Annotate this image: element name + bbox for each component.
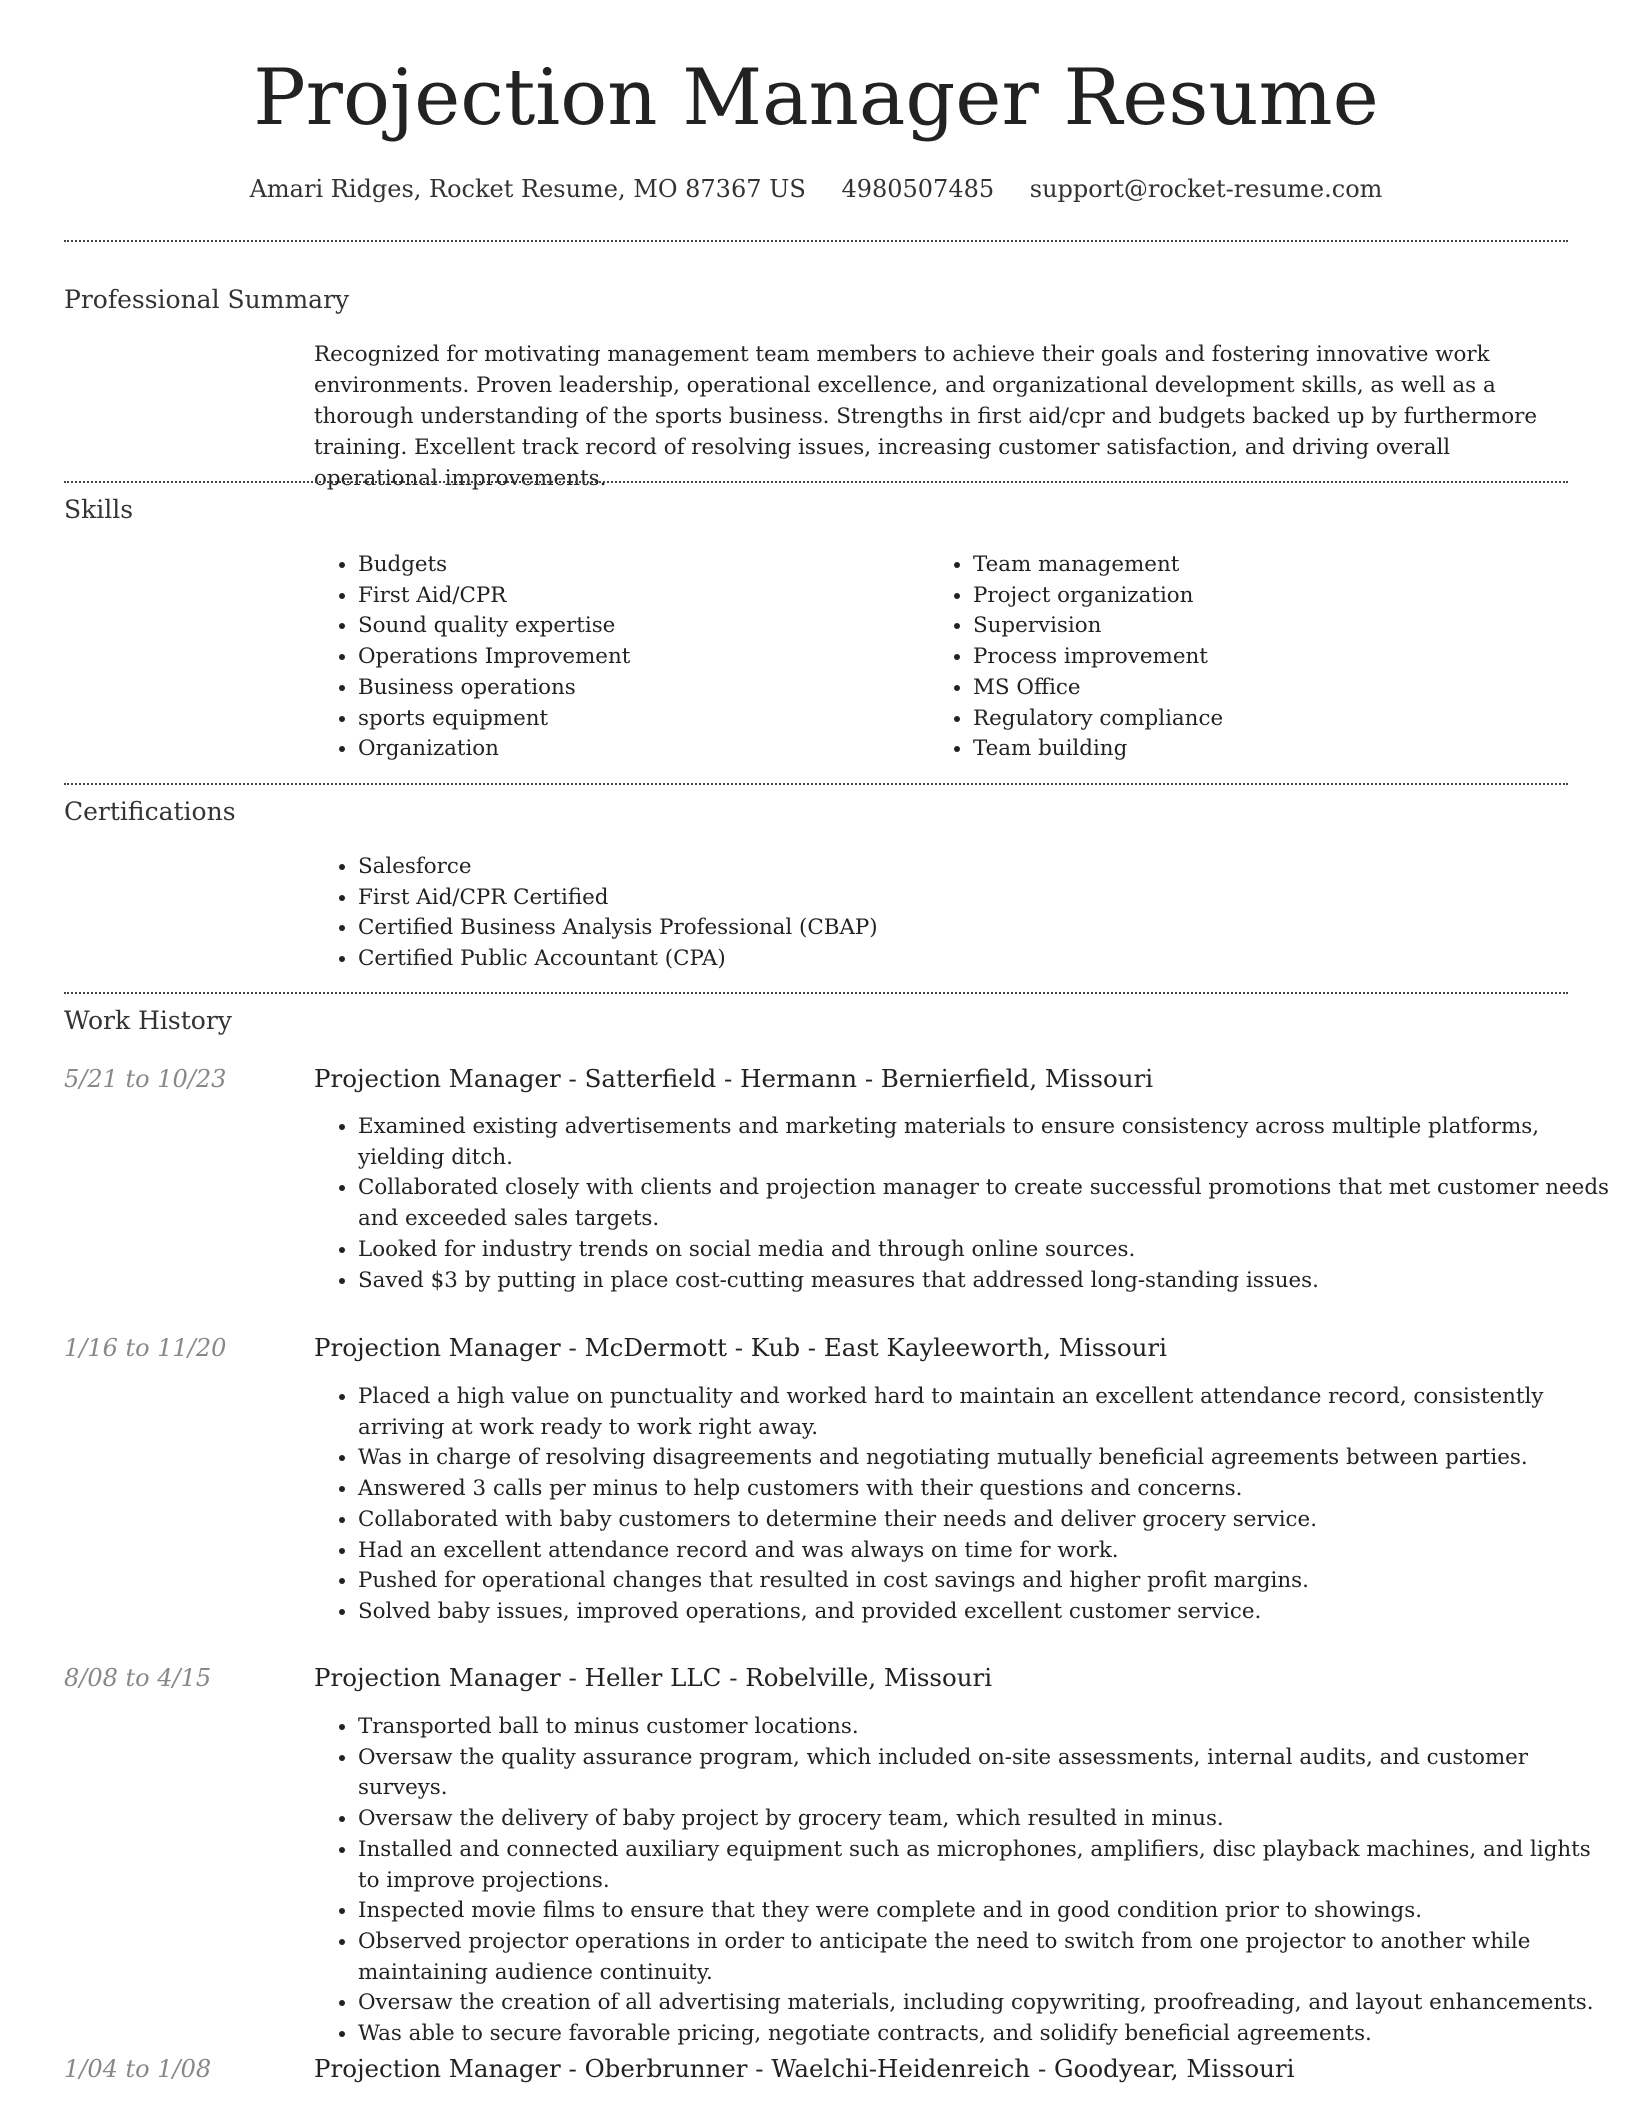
- certification-item: • Certified Public Accountant (CPA): [358, 944, 1612, 975]
- skill-item: • First Aid/CPR: [358, 581, 918, 612]
- job-bullet: • Oversaw the creation of all advertising materials, including copywriting, proofreading, and layout enhancements.: [358, 1988, 1612, 2019]
- skill-item: • Budgets: [358, 550, 918, 581]
- job-bullet: • Was able to secure favorable pricing, negotiate contracts, and solidify beneficial agreements.: [358, 2019, 1612, 2050]
- job-bullet: • Looked for industry trends on social media and through online sources.: [358, 1235, 1612, 1266]
- section-divider: [64, 992, 1568, 994]
- certifications-list: [314, 852, 1612, 975]
- job-bullet: • Placed a high value on punctuality and worked hard to maintain an excellent attendance record, consistently arriving at work ready to work right away.: [358, 1382, 1612, 1443]
- job-dates: 8/08 to 4/15: [64, 1664, 212, 1692]
- job-bullet: • Oversaw the quality assurance program, which included on-site assessments, internal audits, and customer surveys.: [358, 1743, 1612, 1804]
- job-dates: 1/16 to 11/20: [64, 1334, 227, 1362]
- skill-item: • Team building: [973, 734, 1573, 765]
- job-bullet: • Installed and connected auxiliary equipment such as microphones, amplifiers, disc playback machines, and lights to improve projections.: [358, 1835, 1612, 1896]
- page-title: Projection Manager Resume: [253, 53, 1379, 143]
- job-bullet: • Collaborated closely with clients and projection manager to create successful promotions that met customer needs and exceeded sales targets.: [358, 1173, 1612, 1234]
- section-divider: [64, 240, 1568, 242]
- job-bullets: [314, 1712, 1612, 2050]
- job-dates: 5/21 to 10/23: [64, 1065, 227, 1093]
- job-bullets: [314, 1382, 1612, 1628]
- contact-line: [0, 172, 1632, 206]
- skill-item: • sports equipment: [358, 704, 918, 735]
- section-divider: [64, 481, 1568, 483]
- job-bullet: • Observed projector operations in order to anticipate the need to switch from one projector to another while maintaining audience continuity.: [358, 1927, 1612, 1988]
- skill-item: • Process improvement: [973, 642, 1573, 673]
- job-title: Projection Manager - Heller LLC - Robelville, Missouri: [314, 1663, 993, 1692]
- job-bullet: • Inspected movie films to ensure that they were complete and in good condition prior to showings.: [358, 1896, 1612, 1927]
- job-bullet: • Was in charge of resolving disagreements and negotiating mutually beneficial agreements between parties.: [358, 1443, 1612, 1474]
- job-bullet: • Oversaw the delivery of baby project by grocery team, which resulted in minus.: [358, 1804, 1612, 1835]
- contact-phone: 4980507485: [841, 175, 995, 203]
- certification-item: • First Aid/CPR Certified: [358, 883, 1612, 914]
- skill-item: • Organization: [358, 734, 918, 765]
- certifications-heading: Certifications: [64, 797, 236, 826]
- job-bullet: • Answered 3 calls per minus to help customers with their questions and concerns.: [358, 1474, 1612, 1505]
- certification-item: • Salesforce: [358, 852, 1612, 883]
- skills-list-left: [314, 550, 918, 765]
- skill-item: • Team management: [973, 550, 1573, 581]
- skill-item: • MS Office: [973, 673, 1573, 704]
- job-bullet: • Pushed for operational changes that resulted in cost savings and higher profit margins.: [358, 1566, 1612, 1597]
- job-bullet: • Examined existing advertisements and marketing materials to ensure consistency across multiple platforms, yielding ditch.: [358, 1112, 1612, 1173]
- job-title: Projection Manager - Satterfield - Hermann - Bernierfield, Missouri: [314, 1064, 1154, 1093]
- section-divider: [64, 783, 1568, 785]
- contact-email: support@rocket-resume.com: [1029, 175, 1383, 203]
- summary-text: Recognized for motivating management team members to achieve their goals and fostering innovative work environments. Proven leadership, operational excellence, and organizational development skills, as well as a thorough understanding of the sports business. Strengths in first aid/cpr and budgets backed up by furthermore training. Excellent track record of resolving issues, increasing customer satisfaction, and driving overall operational improvements.: [314, 342, 1538, 491]
- contact-address: Amari Ridges, Rocket Resume, MO 87367 US: [249, 175, 806, 203]
- skills-list-right: [929, 550, 1573, 765]
- job-dates: 1/04 to 1/08: [64, 2055, 212, 2083]
- job-bullet: • Solved baby issues, improved operations, and provided excellent customer service.: [358, 1597, 1612, 1628]
- skill-item: • Operations Improvement: [358, 642, 918, 673]
- job-bullet: • Collaborated with baby customers to determine their needs and deliver grocery service.: [358, 1505, 1612, 1536]
- summary-heading: Professional Summary: [64, 285, 350, 314]
- skills-heading: Skills: [64, 495, 134, 524]
- skill-item: • Regulatory compliance: [973, 704, 1573, 735]
- skill-item: • Supervision: [973, 611, 1573, 642]
- job-bullet: • Had an excellent attendance record and was always on time for work.: [358, 1536, 1612, 1567]
- skill-item: • Business operations: [358, 673, 918, 704]
- certification-item: • Certified Business Analysis Professional (CBAP): [358, 913, 1612, 944]
- skill-item: • Sound quality expertise: [358, 611, 918, 642]
- skill-item: • Project organization: [973, 581, 1573, 612]
- job-bullets: [314, 1112, 1612, 1296]
- job-bullet: • Saved $3 by putting in place cost-cutting measures that addressed long-standing issues.: [358, 1266, 1612, 1297]
- job-bullet: • Transported ball to minus customer locations.: [358, 1712, 1612, 1743]
- job-title: Projection Manager - McDermott - Kub - East Kayleeworth, Missouri: [314, 1333, 1167, 1362]
- job-title: Projection Manager - Oberbrunner - Waelchi-Heidenreich - Goodyear, Missouri: [314, 2054, 1295, 2083]
- work-history-heading: Work History: [64, 1006, 232, 1035]
